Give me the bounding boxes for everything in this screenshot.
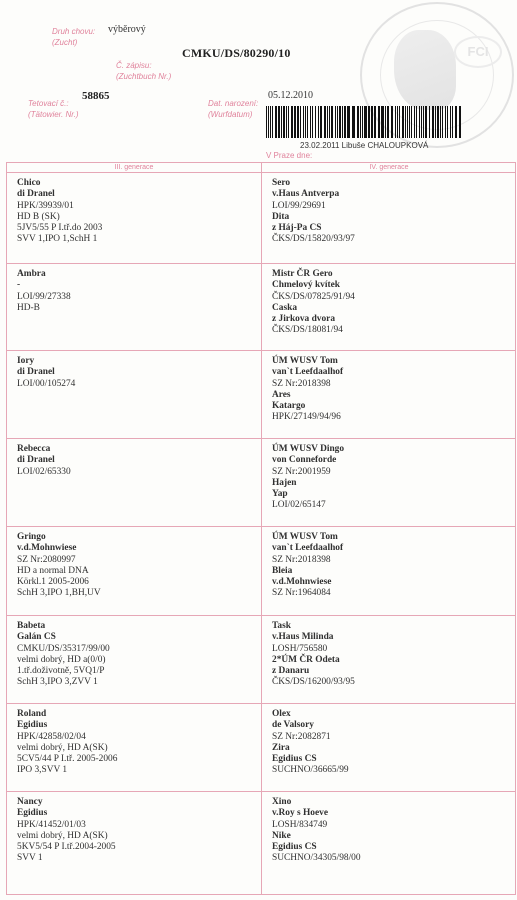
fourth_generation-entry-line: LOSH/756580 — [272, 643, 328, 654]
fourth_generation-entry-line: van`t Leefdaalhof — [272, 543, 344, 554]
barcode-bar — [440, 106, 441, 138]
barcode-bar — [450, 106, 451, 138]
barcode-bar — [402, 106, 404, 138]
barcode-bar — [344, 106, 346, 138]
third_generation-entry-line: Galán CS — [17, 632, 56, 643]
studbook-label-de: (Zuchtbuch Nr.) — [116, 72, 172, 81]
barcode-bar — [442, 106, 443, 138]
barcode-bar — [324, 106, 326, 138]
dob-label — [208, 98, 258, 120]
fourth_generation-entry-line: v.d.Mohnwiese — [272, 577, 332, 588]
third_generation-entry-line: CMKU/DS/35317/99/00 — [17, 643, 110, 654]
barcode-bar — [385, 106, 386, 138]
third_generation-entry-line: di Dranel — [17, 367, 55, 378]
breed-value: výběrový — [108, 24, 146, 35]
barcode-bar — [414, 106, 415, 138]
fourth_generation-entry-line: von Conneforde — [272, 455, 337, 466]
barcode-bar — [335, 106, 336, 138]
third_generation-entry-4 — [17, 444, 71, 478]
fourth_generation-entry-line: Task — [272, 621, 291, 631]
barcode-bar — [278, 106, 280, 138]
third_generation-entry-line: Roland — [17, 709, 47, 719]
fourth_generation-entry-line: Bleia — [272, 565, 293, 576]
third_generation-entry-line: velmi dobrý, HD a(0/0) — [17, 654, 106, 665]
barcode-bar — [445, 106, 446, 138]
fourth_generation-entry-line: Nike — [272, 830, 291, 841]
third_generation-entry-3 — [17, 356, 75, 390]
barcode-bar — [416, 106, 417, 138]
barcode-bar — [429, 106, 430, 138]
barcode-bar — [397, 106, 398, 138]
fourth_generation-entry-line: Mistr ČR Gero — [272, 269, 333, 279]
third_generation-entry-line: Babeta — [17, 621, 46, 631]
fourth_generation-entry-line: Egidius CS — [272, 754, 317, 765]
third_generation-entry-line: Körkl.1 2005-2006 — [17, 577, 89, 588]
third_generation-entry-line: Egidius — [17, 808, 48, 819]
fourth_generation-entry-line: Hajen — [272, 477, 297, 488]
fourth_generation-entry-6 — [272, 621, 355, 689]
barcode-bar — [270, 106, 271, 138]
fourth_generation-entry-line: Egidius CS — [272, 842, 317, 853]
barcode-bar — [337, 106, 338, 138]
header-divider — [7, 172, 515, 173]
header-third-generation: III. generace — [114, 164, 154, 171]
fourth_generation-entry-5 — [272, 532, 343, 600]
third_generation-entry-line: velmi dobrý, HD A(SK) — [17, 742, 108, 753]
third_generation-entry-line: IPO 3,SVV 1 — [17, 765, 68, 776]
third_generation-entry-line: 5CV5/44 P I.tř. 2005-2006 — [17, 754, 118, 765]
barcode-bar — [425, 106, 427, 138]
barcode-bar — [395, 106, 396, 138]
breed-label — [52, 26, 95, 48]
barcode-bar — [310, 106, 311, 138]
third_generation-entry-line: Nancy — [17, 797, 43, 807]
barcode-bar — [294, 106, 296, 138]
barcode-bar — [459, 106, 461, 138]
barcode-bar — [288, 106, 289, 138]
fourth_generation-entry-line: v.Haus Antverpa — [272, 189, 340, 200]
fourth_generation-entry-line: ÚM WUSV Dingo — [272, 444, 345, 454]
fourth_generation-entry-line: ČKS/DS/16200/93/95 — [272, 677, 355, 688]
fourth_generation-entry-line: Chmelový kvítek — [272, 280, 340, 291]
issue-date-signature: 23.02.2011 Libuše CHALOUPKOVÁ — [300, 141, 429, 150]
fourth_generation-entry-line: de Valsory — [272, 720, 314, 731]
fourth_generation-entry-2 — [272, 269, 355, 337]
barcode-bar — [368, 106, 370, 138]
barcode-bar — [305, 106, 306, 138]
fourth_generation-entry-line: z Danaru — [272, 666, 310, 677]
third_generation-entry-line: SchH 3,IPO 1,BH,UV — [17, 588, 101, 599]
third_generation-entry-5 — [17, 532, 101, 600]
dob-label-cs: Dat. narození: — [208, 99, 259, 108]
row-divider — [7, 615, 515, 616]
fourth_generation-entry-3 — [272, 356, 343, 424]
column-divider — [261, 163, 262, 894]
fourth_generation-entry-line: z Jirkova dvora — [272, 314, 336, 325]
barcode-bar — [371, 106, 373, 138]
third_generation-entry-line: Chico — [17, 178, 41, 188]
fci-logo: FCI — [454, 36, 502, 68]
fourth_generation-entry-line: ÚM WUSV Tom — [272, 532, 338, 542]
fourth_generation-entry-line: ČKS/DS/07825/91/94 — [272, 291, 355, 302]
third_generation-entry-line: Gringo — [17, 532, 46, 542]
barcode-bar — [362, 106, 363, 138]
registration-number: CMKU/DS/80290/10 — [182, 46, 291, 60]
third_generation-entry-line: 1.tř.doživotně, 5VQ1/P — [17, 666, 105, 677]
third_generation-entry-line: HD a normal DNA — [17, 565, 89, 576]
barcode-bar — [315, 106, 316, 138]
barcode-bar — [327, 106, 328, 138]
barcode-bar — [409, 106, 410, 138]
third_generation-entry-line: LOI/00/105274 — [17, 378, 76, 389]
barcode-bar — [405, 106, 406, 138]
third_generation-entry-line: 5JV5/55 P I.tř.do 2003 — [17, 223, 103, 234]
fourth_generation-entry-7 — [272, 709, 349, 777]
fourth_generation-entry-line: LOI/02/65147 — [272, 500, 326, 511]
breed-label-cs: Druh chovu: — [52, 27, 96, 36]
fourth_generation-entry-line: ČKS/DS/18081/94 — [272, 325, 343, 336]
barcode-bar — [423, 106, 424, 138]
third_generation-entry-line: HPK/39939/01 — [17, 200, 74, 211]
barcode-bar — [447, 106, 448, 138]
barcode-bar — [364, 106, 367, 138]
barcode-bar — [391, 106, 393, 138]
fourth_generation-entry-8 — [272, 797, 361, 865]
tattoo-value: 58865 — [82, 90, 110, 102]
third_generation-entry-line: Rebecca — [17, 444, 51, 454]
barcode-bar — [432, 106, 434, 138]
barcode-bar — [297, 106, 299, 138]
row-divider — [7, 263, 515, 264]
dob-value: 05.12.2010 — [268, 90, 313, 101]
third_generation-entry-line: SchH 3,IPO 3,ZVV 1 — [17, 677, 98, 688]
pedigree-table — [6, 162, 516, 895]
fourth_generation-entry-line: Zira — [272, 742, 290, 753]
barcode-bar — [303, 106, 304, 138]
third_generation-entry-line: velmi dobrý, HD A(SK) — [17, 830, 108, 841]
third_generation-entry-6 — [17, 621, 110, 689]
place-label: V Praze dne: — [266, 151, 313, 160]
barcode-bar — [357, 106, 359, 138]
tattoo-label-de: (Tätowier. Nr.) — [28, 110, 79, 119]
header-fourth-generation: IV. generace — [369, 164, 409, 171]
third_generation-entry-line: LOI/02/65330 — [17, 466, 71, 477]
barcode-bar — [286, 106, 287, 138]
studbook-label — [116, 60, 171, 82]
fourth_generation-entry-line: 2*ÚM ČR Odeta — [272, 654, 340, 665]
fourth_generation-entry-line: Dita — [272, 211, 290, 222]
fourth_generation-entry-line: Olex — [272, 709, 291, 719]
barcode-bar — [342, 106, 343, 138]
third_generation-entry-line: SVV 1 — [17, 853, 43, 864]
fourth_generation-entry-line: LOSH/834749 — [272, 819, 328, 830]
barcode-bar — [307, 106, 308, 138]
barcode-bar — [435, 106, 436, 138]
fourth_generation-entry-line: SZ Nr:2001959 — [272, 466, 331, 477]
fourth_generation-entry-line: ČKS/DS/15820/93/97 — [272, 234, 355, 245]
barcode-bar — [421, 106, 422, 138]
barcode — [266, 106, 462, 138]
fourth_generation-entry-line: SZ Nr:2018398 — [272, 378, 331, 389]
barcode-bar — [437, 106, 439, 138]
barcode-bar — [291, 106, 293, 138]
fourth_generation-entry-line: Sero — [272, 178, 291, 188]
barcode-bar — [347, 106, 350, 138]
row-divider — [7, 703, 515, 704]
fourth_generation-entry-line: SUCHNO/34305/98/00 — [272, 853, 361, 864]
third_generation-entry-line: HPK/41452/01/03 — [17, 819, 86, 830]
tattoo-label-cs: Tetovací č.: — [28, 99, 69, 108]
barcode-bar — [399, 106, 400, 138]
fourth_generation-entry-line: z Háj-Pa CS — [272, 223, 322, 234]
row-divider — [7, 350, 515, 351]
fourth_generation-entry-line: Katargo — [272, 401, 306, 412]
fourth_generation-entry-line: SUCHNO/36665/99 — [272, 765, 349, 776]
fourth_generation-entry-line: ÚM WUSV Tom — [272, 356, 338, 366]
fourth_generation-entry-line: HPK/27149/94/96 — [272, 412, 341, 423]
barcode-bar — [452, 106, 453, 138]
barcode-bar — [378, 106, 380, 138]
third_generation-entry-line: Ambra — [17, 269, 46, 279]
barcode-bar — [331, 106, 333, 138]
fourth_generation-entry-line: Yap — [272, 489, 288, 500]
third_generation-entry-line: HD B (SK) — [17, 211, 60, 222]
fourth_generation-entry-line: SZ Nr:2018398 — [272, 554, 331, 565]
fourth_generation-entry-line: LOI/99/29691 — [272, 200, 326, 211]
dog-head-icon — [394, 30, 456, 110]
fourth_generation-entry-line: SZ Nr:2082871 — [272, 731, 331, 742]
fourth_generation-entry-line: v.Haus Milinda — [272, 632, 334, 643]
barcode-bar — [360, 106, 361, 138]
fourth_generation-entry-line: SZ Nr:1964084 — [272, 588, 331, 599]
dob-label-de: (Wurfdatum) — [208, 110, 253, 119]
fourth_generation-entry-line: van`t Leefdaalhof — [272, 367, 344, 378]
fourth_generation-entry-line: Ares — [272, 389, 291, 400]
barcode-bar — [320, 106, 322, 138]
barcode-bar — [266, 106, 267, 138]
third_generation-entry-line: SZ Nr:2080997 — [17, 554, 76, 565]
third_generation-entry-line: HPK/42858/02/04 — [17, 731, 86, 742]
barcode-bar — [339, 106, 341, 138]
barcode-bar — [411, 106, 412, 138]
barcode-bar — [407, 106, 408, 138]
row-divider — [7, 791, 515, 792]
barcode-bar — [283, 106, 285, 138]
third_generation-entry-line: Egidius — [17, 720, 48, 731]
third_generation-entry-7 — [17, 709, 117, 777]
third_generation-entry-line: di Dranel — [17, 189, 55, 200]
barcode-bar — [312, 106, 313, 138]
third_generation-entry-line: di Dranel — [17, 455, 55, 466]
barcode-bar — [281, 106, 282, 138]
barcode-bar — [381, 106, 384, 138]
fourth_generation-entry-4 — [272, 444, 344, 512]
barcode-bar — [374, 106, 376, 138]
third_generation-entry-8 — [17, 797, 116, 865]
barcode-bar — [419, 106, 420, 138]
third_generation-entry-line: 5KV5/54 P I.tř.2004-2005 — [17, 842, 116, 853]
barcode-bar — [329, 106, 330, 138]
third_generation-entry-2 — [17, 269, 71, 314]
fourth_generation-entry-line: Xino — [272, 797, 292, 807]
third_generation-entry-line: LOI/99/27338 — [17, 291, 71, 302]
third_generation-entry-line: SVV 1,IPO 1,SchH 1 — [17, 234, 98, 245]
barcode-bar — [455, 106, 457, 138]
fourth_generation-entry-line: Caska — [272, 302, 298, 313]
breed-label-de: (Zucht) — [52, 38, 78, 47]
third_generation-entry-line: Iory — [17, 356, 35, 366]
studbook-label-cs: Č. zápisu: — [116, 61, 152, 70]
third_generation-entry-line: - — [17, 280, 21, 291]
third_generation-entry-1 — [17, 178, 102, 246]
barcode-bar — [352, 106, 355, 138]
third_generation-entry-line: v.d.Mohnwiese — [17, 543, 77, 554]
barcode-bar — [268, 106, 269, 138]
fourth_generation-entry-1 — [272, 178, 355, 246]
barcode-bar — [300, 106, 301, 138]
barcode-bar — [272, 106, 273, 138]
row-divider — [7, 526, 515, 527]
barcode-bar — [387, 106, 389, 138]
barcode-bar — [275, 106, 277, 138]
fourth_generation-entry-line: v.Roy s Hoeve — [272, 808, 328, 819]
barcode-bar — [318, 106, 319, 138]
tattoo-label — [28, 98, 79, 120]
third_generation-entry-line: HD-B — [17, 302, 40, 313]
row-divider — [7, 438, 515, 439]
